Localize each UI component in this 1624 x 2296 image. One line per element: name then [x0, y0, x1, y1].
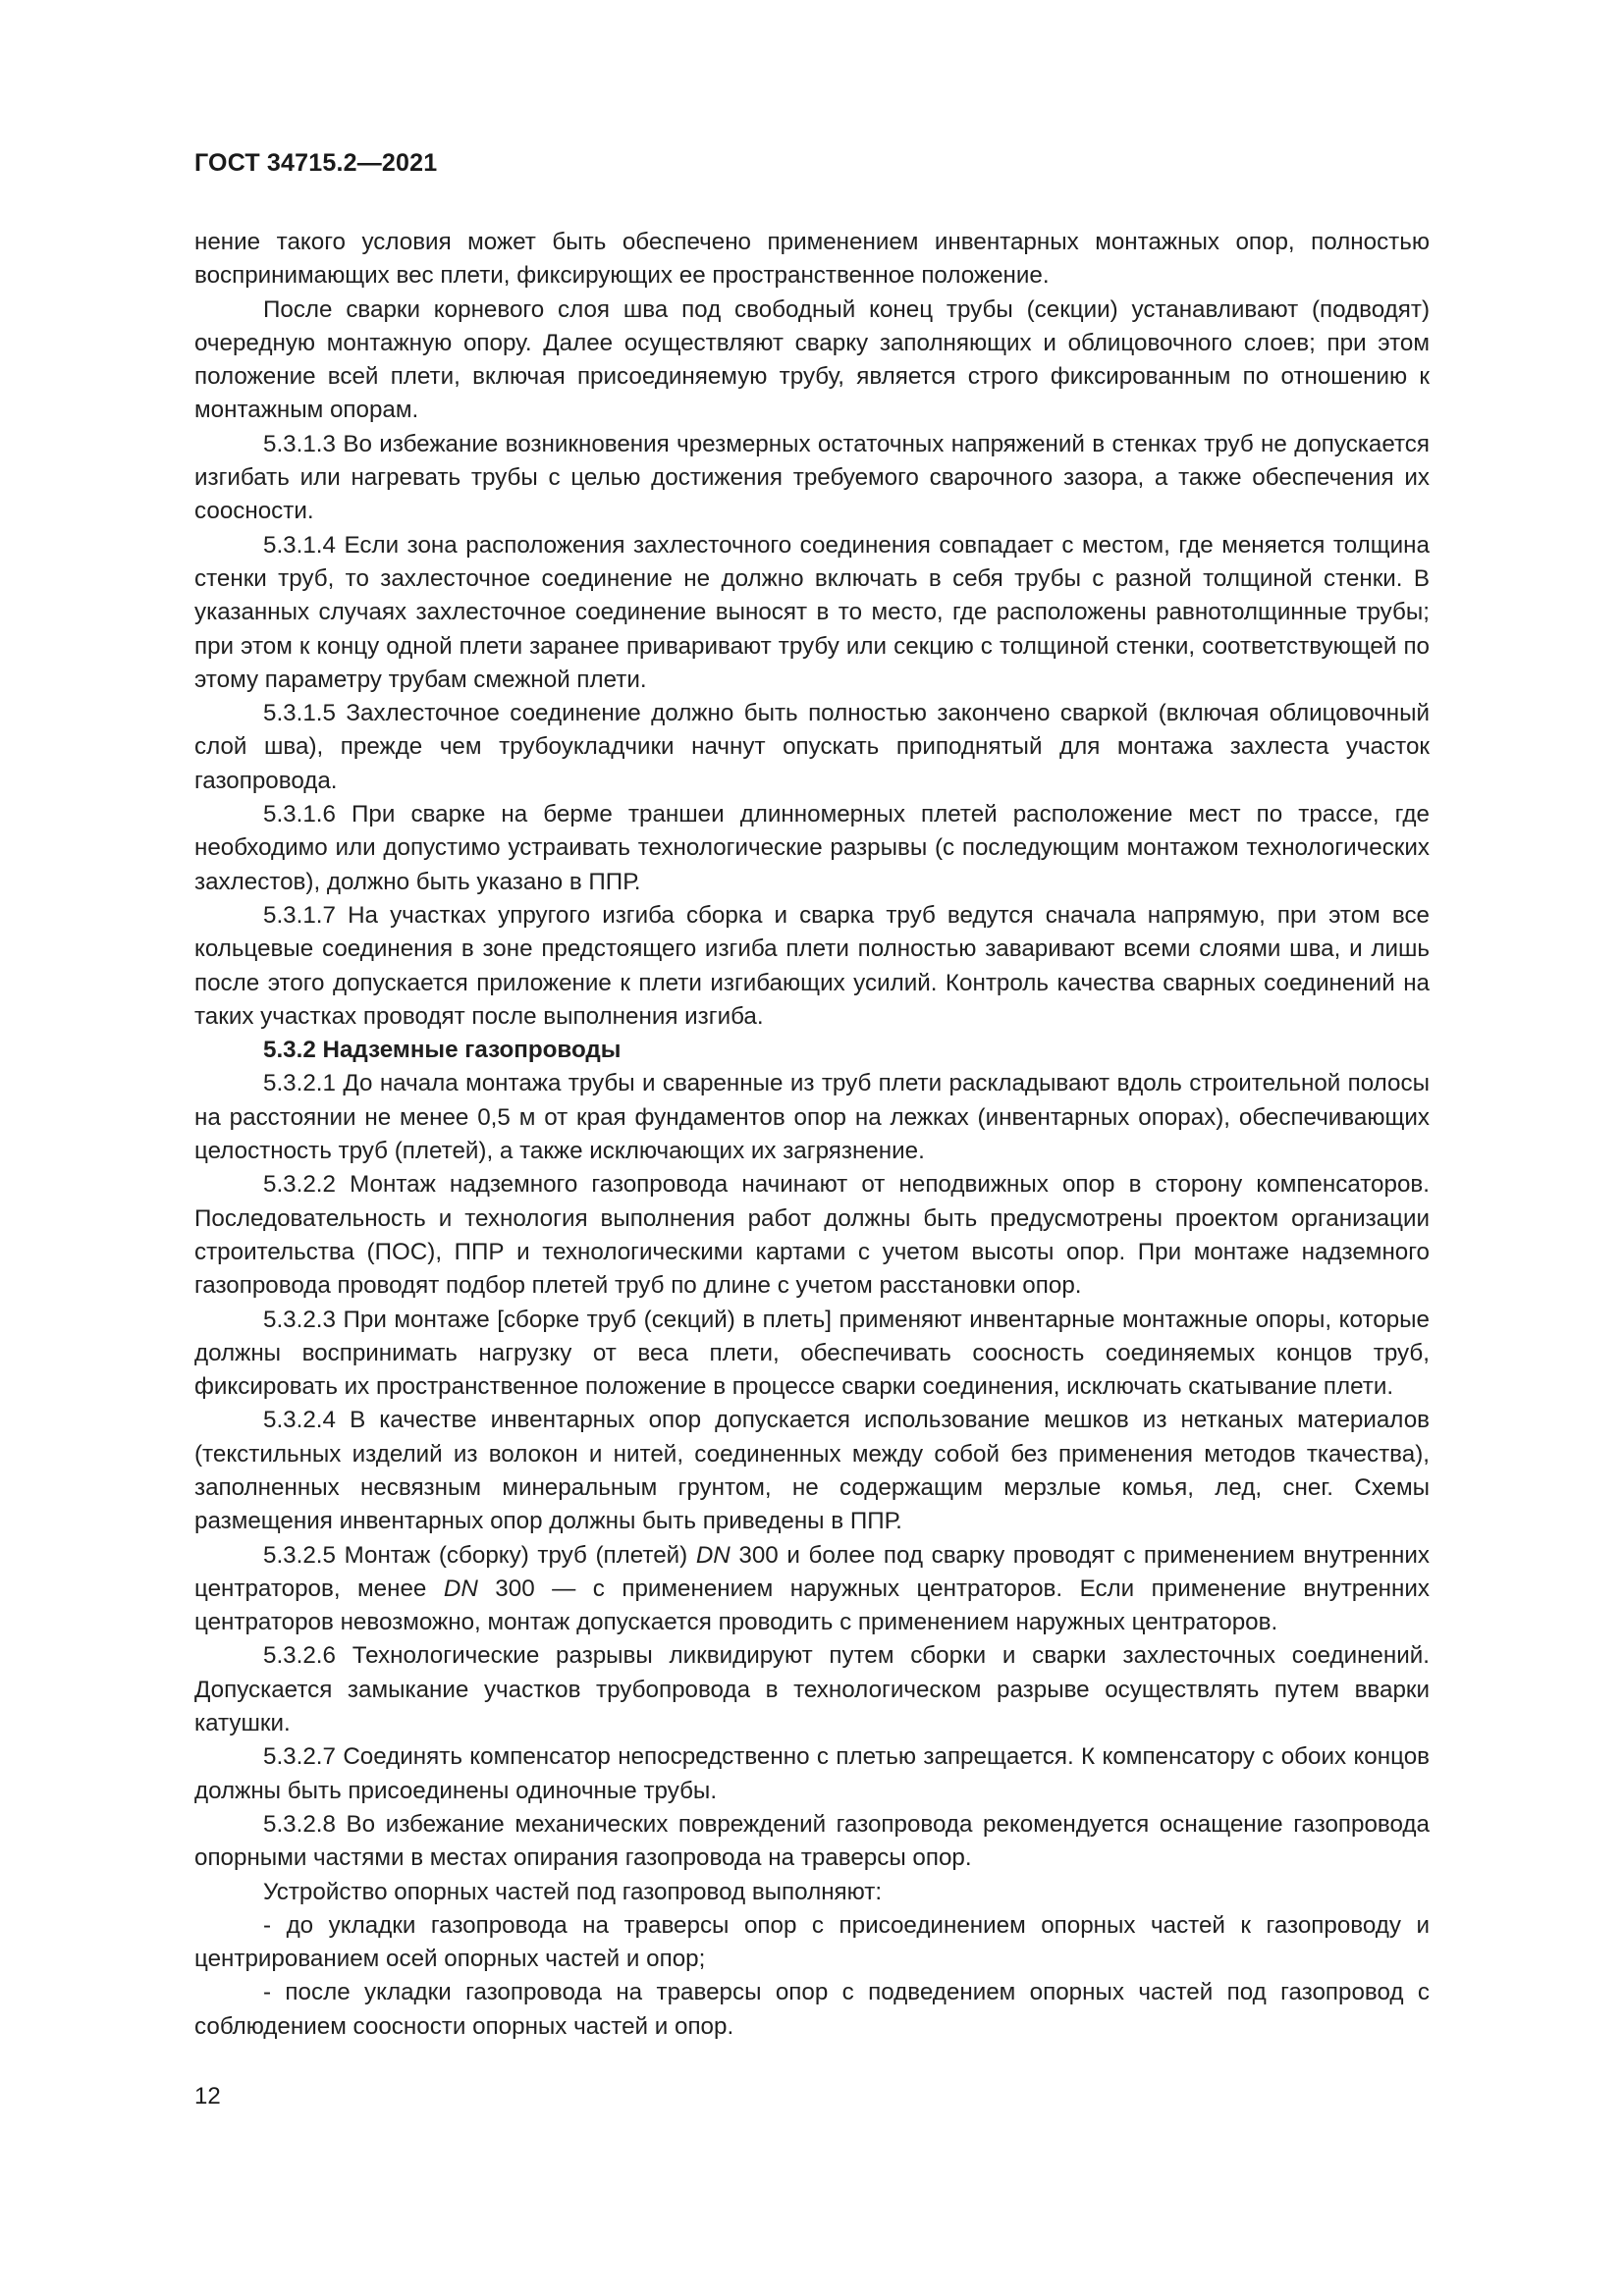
section-heading-5-3-2: 5.3.2 Надземные газопроводы [263, 1037, 622, 1064]
paragraph: После сварки корневого слоя шва под свободный конец трубы (секции) устанавливают (подводят) очередную монтажную опору. Далее осуществляют сварку заполняющих и облицовочного слоев; при этом положение всей плети, включая присоединяемую трубу, является строго фиксированным по отношению к монтажным опорам. [194, 295, 1430, 424]
clause-5-3-2-8: 5.3.2.8 Во избежание механических повреждений газопровода рекомендуется оснащение газопровода опорными частями в местах опирания газопровода на траверсы опор. [194, 1810, 1430, 1872]
clause-5-3-1-5: 5.3.1.5 Захлесточное соединение должно быть полностью закончено сваркой (включая облицовочный слой шва), прежде чем трубоукладчики начнут опускать приподнятый для монтажа захлеста участок газопровода. [194, 700, 1430, 794]
clause-5-3-2-1: 5.3.2.1 До начала монтажа трубы и сваренные из труб плети раскладывают вдоль строительной полосы на расстоянии не менее 0,5 м от края фундаментов опор на лежках (инвентарных опорах), обеспечивающих целостность труб (плетей), а также исключающих их загрязнение. [194, 1070, 1430, 1165]
paragraph: нение такого условия может быть обеспечено применением инвентарных монтажных опор, полностью воспринимающих вес плети, фиксирующих ее пространственное положение. [194, 229, 1430, 290]
page-number: 12 [194, 2083, 221, 2109]
document-header: ГОСТ 34715.2—2021 [194, 149, 438, 177]
clause-5-3-2-3: 5.3.2.3 При монтаже [сборке труб (секций) в плеть] применяют инвентарные монтажные опоры, которые должны воспринимать нагрузку от веса плети, обеспечивать соосность соединяемых концов труб, фиксировать их пространственное положение в процессе сварки соединения, исключать скатывание плети. [194, 1306, 1430, 1401]
clause-5-3-2-4: 5.3.2.4 В качестве инвентарных опор допускается использование мешков из нетканых материалов (текстильных изделий из волокон и нитей, соединенных между собой без применения методов ткачества), заполненных несвязным минеральным грунтом, не содержащим мерзлые комья, лед, снег. Схемы размещения инвентарных опор должны быть приведены в ППР. [194, 1407, 1430, 1535]
clause-5-3-2-5: 5.3.2.5 Монтаж (сборку) труб (плетей) DN 300 и более под сварку проводят с применением внутренних центраторов, менее DN 300 — с применением наружных центраторов. Если применение внутренних центраторов невозможно, монтаж допускается проводить с применением наружных центраторов. [194, 1541, 1431, 1636]
clause-5-3-1-7: 5.3.1.7 На участках упругого изгиба сборка и сварка труб ведутся сначала напрямую, при этом все кольцевые соединения в зоне предстоящего изгиба плети полностью заваривают всеми слоями шва, и лишь после этого допускается приложение к плети изгибающих усилий. Контроль качества сварных соединений на таких участках проводят после выполнения изгиба. [194, 901, 1430, 1030]
clause-5-3-1-3: 5.3.1.3 Во избежание возникновения чрезмерных остаточных напряжений в стенках труб не допускается изгибать или нагревать трубы с целью достижения требуемого сварочного зазора, а также обеспечения их соосности. [194, 430, 1430, 525]
list-item: - после укладки газопровода на траверсы опор с подведением опорных частей под газопровод с соблюдением соосности опорных частей и опор. [194, 1979, 1430, 2040]
list-item: - до укладки газопровода на траверсы опор с присоединением опорных частей к газопроводу и центрированием осей опорных частей и опор; [194, 1911, 1430, 1973]
clause-5-3-1-6: 5.3.1.6 При сварке на берме траншеи длинномерных плетей расположение мест по трассе, где необходимо или допустимо устраивать технологические разрывы (с последующим монтажом технологических захлестов), должно быть указано в ППР. [194, 801, 1430, 895]
clause-5-3-2-6: 5.3.2.6 Технологические разрывы ликвидируют путем сборки и сварки захлесточных соединений. Допускается замыкание участков трубопровода в технологическом разрыве осуществлять путем вварки катушки. [194, 1642, 1430, 1737]
clause-5-3-2-2: 5.3.2.2 Монтаж надземного газопровода начинают от неподвижных опор в сторону компенсаторов. Последовательность и технология выполнения работ должны быть предусмотрены проектом организации строительства (ПОС), ППР и технологическими картами с учетом высоты опор. При монтаже надземного газопровода проводят подбор плетей труб по длине с учетом расстановки опор. [194, 1171, 1430, 1300]
clause-5-3-2-7: 5.3.2.7 Соединять компенсатор непосредственно с плетью запрещается. К компенсатору с обоих концов должны быть присоединены одиночные трубы. [194, 1743, 1430, 1804]
clause-5-3-1-4: 5.3.1.4 Если зона расположения захлесточного соединения совпадает с местом, где меняется толщина стенки труб, то захлесточное соединение не должно включать в себя трубы с разной толщиной стенки. В указанных случаях захлесточное соединение выносят в то место, где расположены равнотолщинные трубы; при этом к концу одной плети заранее приваривают трубу или секцию с толщиной стенки, соответствующей по этому параметру трубам смежной плети. [194, 531, 1430, 693]
document-body [194, 226, 1430, 2044]
paragraph: Устройство опорных частей под газопровод выполняют: [263, 1878, 883, 1905]
